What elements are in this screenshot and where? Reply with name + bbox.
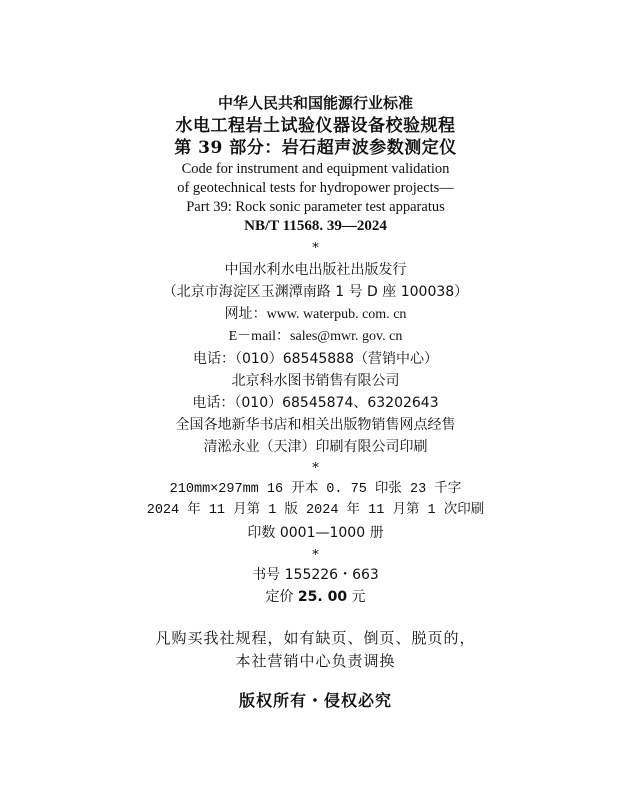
separator-star-2: * bbox=[312, 461, 319, 476]
distributor-phone: 电话：（010）68545874、63202643 bbox=[192, 395, 439, 411]
distributor-name: 北京科水图书销售有限公司 bbox=[231, 373, 400, 389]
price-unit: 元 bbox=[351, 589, 366, 605]
separator-star-3: * bbox=[312, 548, 319, 563]
title-en-line1: Code for instrument and equipment validation bbox=[181, 161, 450, 177]
title-en-line3: Part 39: Rock sonic parameter test apparatus bbox=[186, 199, 445, 215]
spec-edition: 2024 年 11 月第 1 版 2024 年 11 月第 1 次印刷 bbox=[146, 503, 485, 518]
price-value: 25. 00 bbox=[297, 589, 348, 605]
printer: 清淞永业（天津）印刷有限公司印刷 bbox=[203, 439, 428, 455]
publisher-email: E－mail：sales@mwr. gov. cn bbox=[228, 329, 403, 344]
separator-star-1: * bbox=[312, 241, 319, 256]
spec-format: 210mm×297mm 16 开本 0. 75 印张 23 千字 bbox=[169, 482, 462, 497]
distributor-sales: 全国各地新华书店和相关出版物销售网点经售 bbox=[175, 417, 456, 433]
book-number: 书号 155226・663 bbox=[252, 567, 379, 583]
copyright: 版权所有・侵权必究 bbox=[238, 691, 392, 710]
notice-line1: 凡购买我社规程，如有缺页、倒页、脱页的， bbox=[155, 629, 476, 647]
standard-type: 中华人民共和国能源行业标准 bbox=[217, 94, 413, 112]
publisher-phone: 电话：（010）68545888（营销中心） bbox=[193, 351, 438, 367]
price bbox=[0, 590, 631, 604]
notice-line2: 本社营销中心负责调换 bbox=[235, 652, 396, 670]
publisher-name: 中国水利水电出版社出版发行 bbox=[224, 262, 407, 278]
title-cn-line2: 第 39 部分：岩石超声波参数测定仪 bbox=[174, 138, 457, 158]
publisher-address: （北京市海淀区玉渊潭南路 1 号 D 座 100038） bbox=[162, 284, 469, 300]
title-en-line2: of geotechnical tests for hydropower projects— bbox=[177, 180, 454, 196]
price-label: 定价 bbox=[265, 589, 294, 605]
standard-number: NB/T 11568. 39—2024 bbox=[244, 218, 387, 234]
title-cn-line1: 水电工程岩土试验仪器设备校验规程 bbox=[175, 116, 456, 136]
publisher-website: 网址：www. waterpub. com. cn bbox=[224, 307, 407, 322]
spec-print-run: 印数 0001—1000 册 bbox=[247, 525, 384, 541]
